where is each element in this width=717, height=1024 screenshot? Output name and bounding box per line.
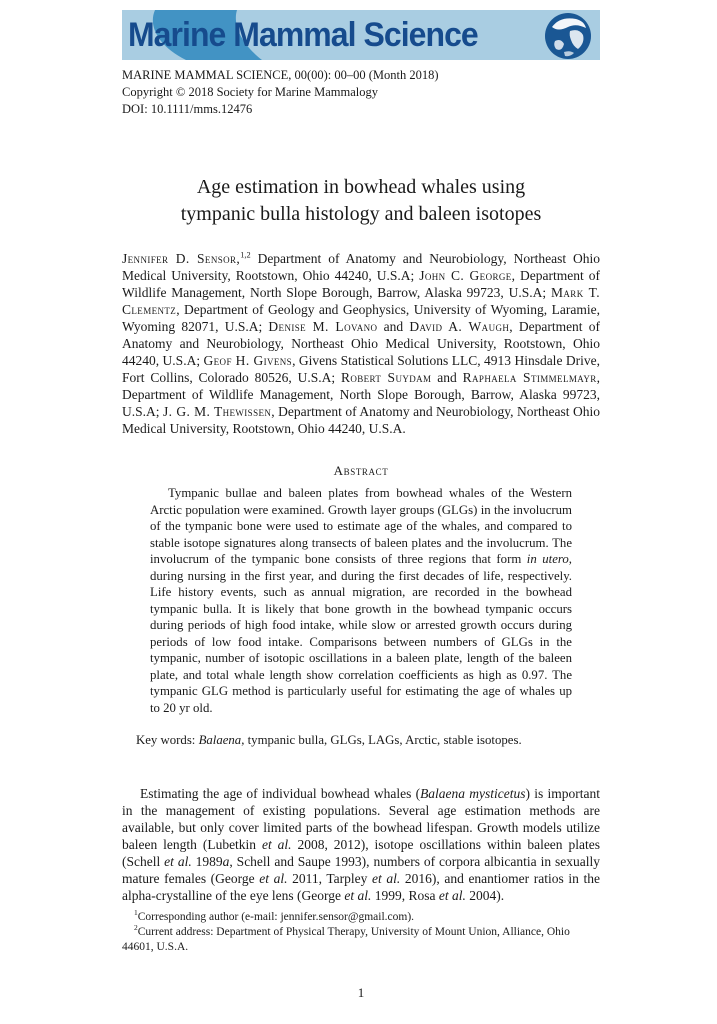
footnote-2-text: Current address: Department of Physical Therapy, University of Mount Union, Alliance, Ohio 44601, U.S.A. <box>122 925 570 953</box>
authors-affiliations-paragraph: Jennifer D. Sensor,$^{1,2}$ Department of Anatomy and Neurobiology, Northeast Ohio Medical University, Rootstown, Ohio 44240, U.S.A; John C. George, Department of Wildlife Management, North Slope Borough, Barrow, Alaska 99723, U.S.A; Mark T. Clementz, Department of Geology and Geophysics, University of Wyoming, Laramie, Wyoming 82071, U.S.A; Denise M. Lovano and David A. Waugh, Department of Anatomy and Neurobiology, Northeast Ohio Medical University, Rootstown, Ohio 44240, U.S.A; Geof H. Givens, Givens Statistical Solutions LLC, 4913 Hinsdale Drive, Fort Collins, Colorado 80526, U.S.A; Robert Suydam and Raphaela Stimmelmayr, Department of Wildlife Management, North Slope Borough, Barrow, Alaska 99723, U.S.A; J. G. M. Thewissen, Department of Anatomy and Neurobiology, Northeast Ohio Medical University, Rootstown, Ohio 44240, U.S.A. <box>122 250 601 436</box>
footnote-1 <box>122 907 600 925</box>
citation-line-copyright: Copyright © 2018 Society for Marine Mammalogy <box>122 85 378 99</box>
keywords-line: Key words: Balaena, tympanic bulla, GLGs, LAGs, Arctic, stable isotopes. <box>136 733 522 747</box>
citation-block <box>122 67 600 118</box>
journal-banner-title: Marine Mammal Science <box>128 15 478 54</box>
footnotes-block <box>122 907 600 955</box>
citation-line-doi: DOI: 10.1111/mms.12476 <box>122 102 253 116</box>
page-number: 1 <box>357 984 365 1000</box>
globe-icon <box>544 12 592 60</box>
footnote-1-text: Corresponding author (e-mail: jennifer.sensor@gmail.com). <box>137 910 415 923</box>
body-paragraph: Estimating the age of individual bowhead whales (Balaena mysticetus) is important in the management of existing populations. Several age estimation methods are available, but only cover limited parts of the bowhead lifespan. Growth models utilize baleen length (Lubetkin et al. 2008, 2012), isotope oscillations within baleen plates (Schell et al. 1989a, Schell and Saupe 1993), numbers of corpora albicantia in sexually mature females (George et al. 2011, Tarpley et al. 2016), and enantiomer ratios in the alpha-crystalline of the eye lens (George et al. 1999, Rosa et al. 2004). <box>122 785 600 903</box>
article-title: Age estimation in bowhead whales using tympanic bulla histology and baleen isotopes <box>180 176 542 225</box>
abstract-text: Tympanic bullae and baleen plates from bowhead whales of the Western Arctic population were examined. Growth layer groups (GLGs) in the involucrum of the tympanic bone were used to estimate age of the whales, and compared to stable isotope signatures along transects of baleen plates and the involucrum. The involucrum of the tympanic bone consists of three regions that form in utero, during nursing in the first year, and during the first decades of life, respectively. Life history events, such as annual migration, are recorded in the bowhead tympanic bulla. It is likely that bone growth in the bowhead tympanic occurs during periods of high food intake, while slow or arrested growth occurs during periods of low food intake. Comparisons between numbers of GLGs in the tympanic, number of isotopic oscillations in a baleen plate, length of the baleen plate, and total whale length show correlation coefficients as high as 0.97. The tympanic GLG method is particularly useful for estimating the age of whales up to 20 yr old. <box>150 486 572 715</box>
footnote-2 <box>122 922 600 955</box>
journal-banner <box>122 10 600 60</box>
footnote-1-marker: 1 <box>134 907 138 917</box>
citation-line-issue: MARINE MAMMAL SCIENCE, 00(00): 00–00 (Month 2018) <box>122 68 439 82</box>
abstract-heading: Abstract <box>333 463 389 478</box>
footnote-2-marker: 2 <box>134 922 138 932</box>
abstract-section <box>122 463 600 749</box>
page-content <box>122 10 600 1001</box>
